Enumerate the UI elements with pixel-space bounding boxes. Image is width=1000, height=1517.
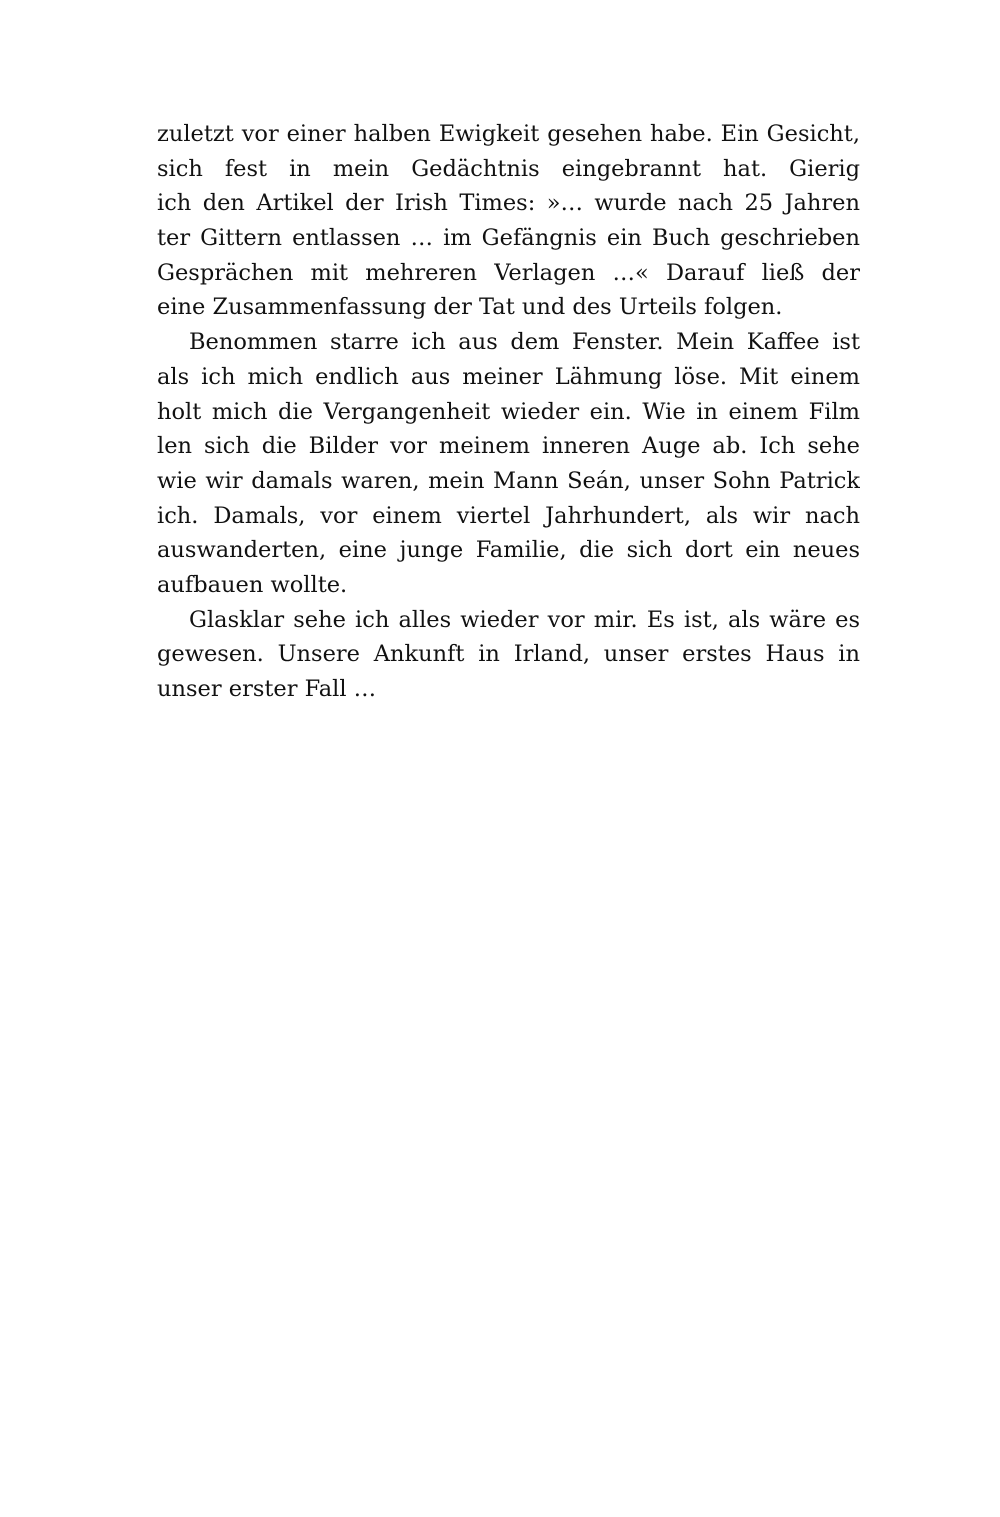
text-line: eine Zusammenfassung der Tat und des Urteils folgen.	[157, 294, 783, 321]
text-line: auswanderten, eine junge Familie, die sich dort ein neues	[157, 537, 860, 564]
text-line: als ich mich endlich aus meiner Lähmung löse. Mit einem	[157, 363, 860, 390]
text-line: len sich die Bilder vor meinem inneren Auge ab. Ich sehe	[157, 433, 860, 460]
text-line: unser erster Fall …	[157, 676, 377, 702]
paragraph-3	[157, 603, 860, 707]
text-line: aufbauen wollte.	[157, 571, 348, 598]
text-line: zuletzt vor einer halben Ewigkeit gesehen habe. Ein Gesicht,	[157, 121, 860, 147]
text-line: ter Gittern entlassen … im Gefängnis ein Buch geschrieben	[157, 225, 860, 252]
paragraph-2	[157, 325, 860, 603]
text-line: gewesen. Unsere Ankunft in Irland, unser erstes Haus in	[157, 641, 860, 668]
paragraph-1	[157, 117, 860, 325]
text-line: holt mich die Vergangenheit wieder ein. Wie in einem Film	[157, 398, 860, 425]
text-line: Gesprächen mit mehreren Verlagen …« Darauf ließ der	[157, 259, 860, 286]
text-line: wie wir damals waren, mein Mann Seán, unser Sohn Patrick	[157, 467, 860, 494]
text-line: sich fest in mein Gedächtnis eingebrannt hat. Gierig	[157, 155, 860, 182]
text-line: Glasklar sehe ich alles wieder vor mir. Es ist, als wäre es	[189, 606, 860, 633]
text-line: ich. Damals, vor einem viertel Jahrhundert, als wir nach	[157, 502, 860, 529]
body-text	[157, 117, 860, 707]
text-line: Benommen starre ich aus dem Fenster. Mein Kaffee ist	[189, 329, 860, 356]
text-line: ich den Artikel der Irish Times: »… wurde nach 25 Jahren	[157, 190, 860, 217]
